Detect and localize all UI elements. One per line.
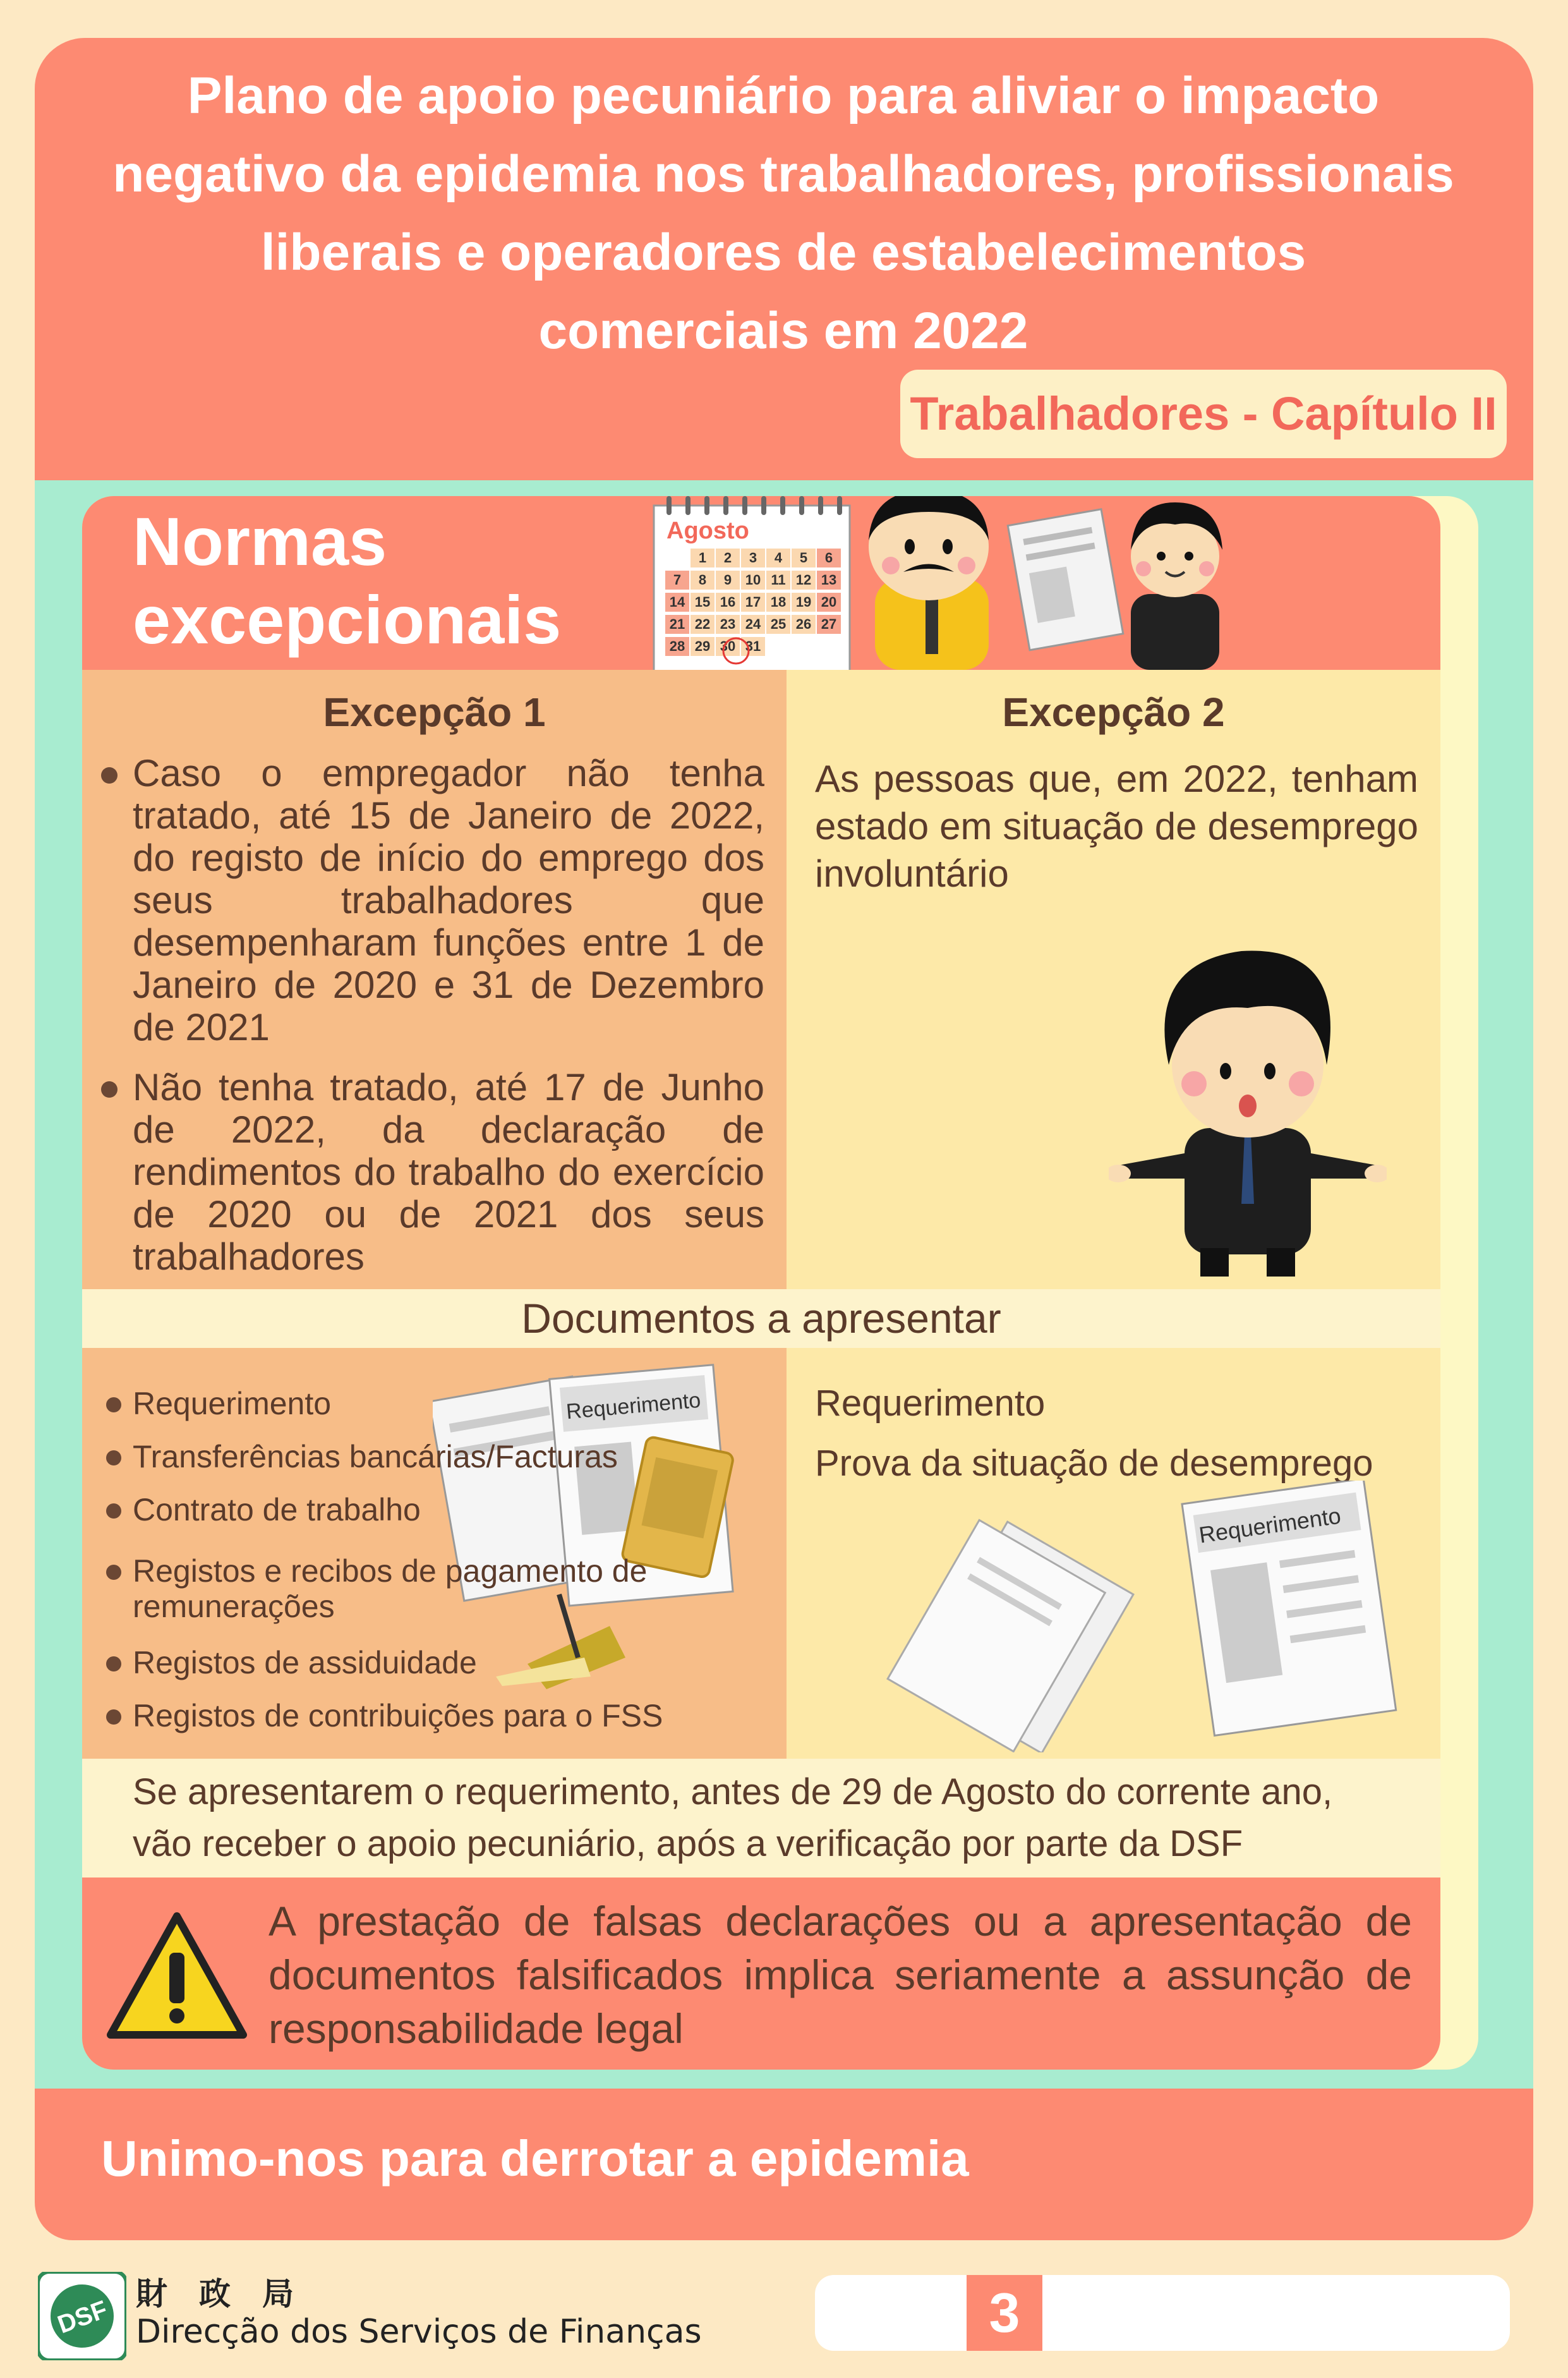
svg-text:24: 24 (745, 616, 761, 632)
exception2-text: As pessoas que, em 2022, tenham estado em situação de desemprego involuntário (815, 758, 1418, 895)
org-name: Direcção dos Serviços de Finanças (136, 2313, 702, 2351)
svg-text:Agosto: Agosto (666, 518, 749, 544)
org-chinese-name: 財 政 局 (136, 2276, 294, 2312)
svg-text:21: 21 (669, 616, 685, 632)
content-card (82, 496, 1440, 2070)
documents-panel-1 (82, 1348, 787, 1759)
warning-text: A prestação de falsas declarações ou a apresentação de documentos falsificados implica seriamente a assunção de responsabilidade legal (268, 1898, 1412, 2052)
svg-text:23: 23 (720, 616, 736, 632)
documents-list-2 (815, 1373, 1373, 1493)
list-item: Caso o empregador não tenha tratado, até 15 de Janeiro de 2022, do registo de início do emprego dos seus trabalhadores que desempenharam funções entre 1 de Janeiro de 2020 e 31 de Dezembro de 2021 (95, 752, 764, 1048)
svg-text:Requerimento: Requerimento (565, 1388, 702, 1424)
exception1-heading: Excepção 1 (323, 689, 546, 735)
svg-text:30: 30 (720, 638, 736, 654)
documents-panel-2 (787, 1348, 1440, 1759)
page-indicator (815, 2275, 1510, 2351)
svg-text:29: 29 (694, 638, 711, 654)
documents-heading: Documentos a apresentar (82, 1289, 1440, 1348)
svg-text:27: 27 (821, 616, 837, 632)
confused-businessman-icon (1109, 938, 1387, 1280)
deadline-note-text: Se apresentarem o requerimento, antes de 29 de Agosto do corrente ano, vão receber o apoio pecuniário, após a verificação por parte da DSF (133, 1771, 1333, 1864)
document-icon (433, 1361, 761, 1689)
list-item: Não tenha tratado, até 17 de Junho de 2022, da declaração de rendimentos do trabalho do exercício de 2020 ou de 2021 dos seus trabalhadores (95, 1066, 764, 1278)
svg-text:17: 17 (745, 594, 761, 610)
list-item: Transferências bancárias/Facturas (101, 1439, 618, 1474)
exception1-list (95, 752, 764, 1295)
page-number: 3 (967, 2275, 1042, 2351)
papers-icon (862, 1481, 1431, 1752)
svg-text:7: 7 (673, 572, 682, 588)
svg-text:28: 28 (669, 638, 685, 654)
exception2-panel (787, 670, 1440, 1289)
svg-text:18: 18 (770, 594, 787, 610)
svg-text:15: 15 (694, 594, 711, 610)
list-item: Registos de assiduidade (101, 1645, 477, 1680)
list-item: Registos de contribuições para o FSS (101, 1698, 663, 1733)
svg-text:9: 9 (723, 572, 732, 588)
svg-text:19: 19 (795, 594, 812, 610)
svg-text:8: 8 (698, 572, 707, 588)
chapter-badge: Trabalhadores - Capítulo II (900, 370, 1507, 458)
svg-text:2: 2 (723, 550, 732, 566)
list-item: Requerimento (101, 1386, 331, 1421)
svg-text:Requerimento: Requerimento (1197, 1502, 1342, 1548)
svg-text:25: 25 (770, 616, 787, 632)
svg-text:3: 3 (749, 550, 757, 566)
list-item: Registos e recibos de pagamento de remunerações (101, 1553, 739, 1624)
list-item: Contrato de trabalho (101, 1492, 421, 1527)
svg-text:5: 5 (799, 550, 808, 566)
list-item: Requerimento (815, 1383, 1046, 1424)
slogan: Unimo-nos para derrotar a epidemia (101, 2130, 969, 2187)
svg-text:6: 6 (824, 550, 833, 566)
exception1-panel (82, 670, 787, 1289)
section-title: Normas excepcionais (133, 503, 562, 658)
businessman-with-paper-icon (992, 496, 1238, 670)
exception2-heading: Excepção 2 (1002, 689, 1225, 735)
warning-icon (104, 1908, 250, 2041)
svg-text:22: 22 (694, 616, 711, 632)
svg-text:1: 1 (698, 550, 707, 566)
svg-text:13: 13 (821, 572, 837, 588)
dsf-logo (38, 2272, 126, 2360)
svg-text:20: 20 (821, 594, 837, 610)
svg-text:31: 31 (745, 638, 761, 654)
svg-text:11: 11 (771, 572, 786, 588)
list-item: Prova da situação de desemprego (815, 1443, 1373, 1484)
svg-text:10: 10 (745, 572, 761, 588)
svg-text:14: 14 (669, 594, 685, 610)
svg-text:4: 4 (774, 550, 783, 566)
svg-text:26: 26 (795, 616, 812, 632)
calendar-icon (648, 496, 856, 676)
page-title: Plano de apoio pecuniário para aliviar o impacto negativo da epidemia nos trabalhadores, profissionais liberais e operadores de estabelecimentos comerciais em 2022 (112, 67, 1454, 360)
svg-text:12: 12 (795, 572, 812, 588)
svg-text:16: 16 (720, 594, 736, 610)
svg-text:DSF: DSF (54, 2295, 111, 2339)
